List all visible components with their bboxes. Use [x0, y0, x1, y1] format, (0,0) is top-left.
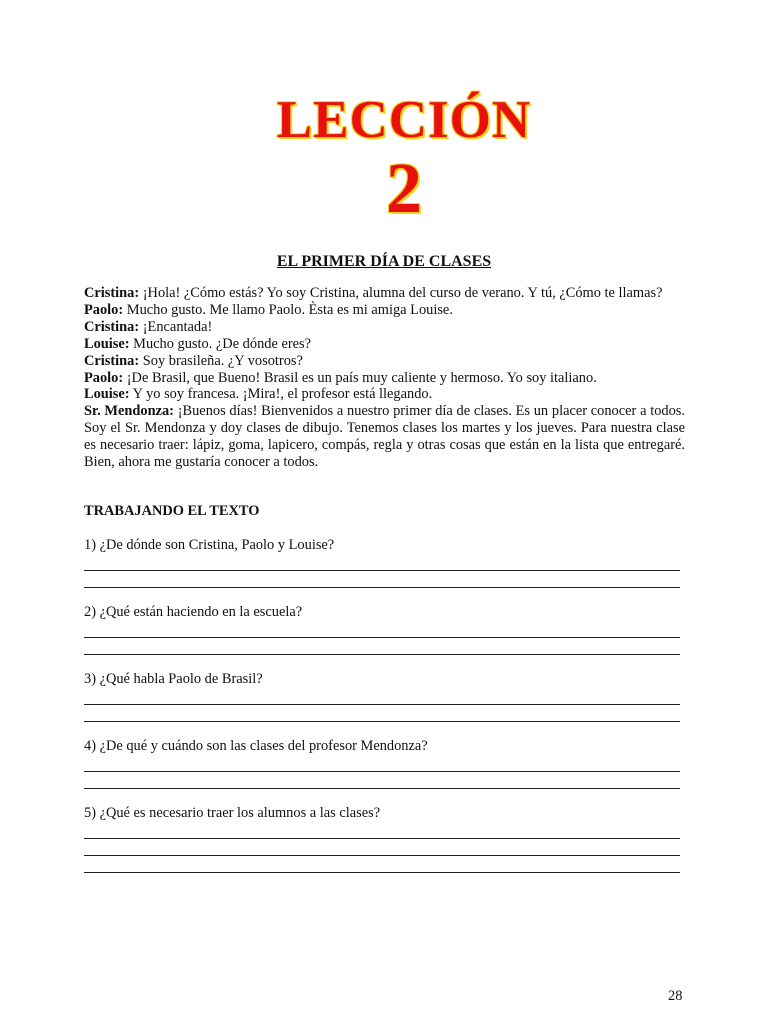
speaker-name: Paolo: — [84, 369, 124, 386]
exercise-title: TRABAJANDO EL TEXTO — [84, 503, 260, 519]
dialogue-line — [84, 302, 685, 319]
speaker-name: Cristina: — [84, 318, 140, 335]
question-text: 5) ¿Qué es necesario traer los alumnos a las clases? — [84, 805, 381, 821]
answer-line[interactable] — [84, 688, 680, 705]
question-text: 2) ¿Qué están haciendo en la escuela? — [84, 604, 303, 620]
answer-line[interactable] — [84, 638, 680, 655]
dialogue-line — [84, 285, 685, 302]
lesson-title: LECCIÓN — [276, 91, 532, 149]
question-block — [84, 738, 685, 789]
answer-line[interactable] — [84, 705, 680, 722]
question-block — [84, 537, 685, 588]
answer-line[interactable] — [84, 571, 680, 588]
speaker-name: Cristina: — [84, 285, 140, 301]
dialogue-text: Mucho gusto. ¿De dónde eres? — [129, 335, 312, 352]
dialogue-line — [84, 386, 685, 403]
page-number: 28 — [668, 988, 683, 1004]
dialogue-text: ¡De Brasil, que Bueno! Brasil es un país muy caliente y hermoso. Yo soy italiano. — [123, 369, 597, 386]
dialogue-line — [84, 353, 685, 370]
dialogue — [84, 285, 685, 471]
speaker-name: Paolo: — [84, 301, 124, 318]
dialogue-text: ¡Buenos días! Bienvenidos a nuestro primer día de clases. Es un placer conocer a todos. Soy el Sr. Mendonza y doy clases de dibujo. Tenemos clases los martes y los jueves. Para nuestra clase es necesario traer: lápiz, goma, lapicero, compás, regla y otras cosas que están en la lista que entregaré. Bien, ahora me gustaría conocer a todos. — [84, 403, 685, 471]
answer-line[interactable] — [84, 554, 680, 571]
answer-line[interactable] — [84, 839, 680, 856]
section-title: EL PRIMER DÍA DE CLASES — [276, 253, 492, 270]
question-text: 1) ¿De dónde son Cristina, Paolo y Louise? — [84, 537, 335, 553]
question-block — [84, 671, 685, 722]
speaker-name: Louise: — [84, 335, 130, 352]
speaker-name: Cristina: — [84, 352, 140, 369]
dialogue-line — [84, 370, 685, 387]
dialogue-text: Soy brasileña. ¿Y vosotros? — [139, 352, 303, 369]
question-block — [84, 805, 685, 873]
question-text: 3) ¿Qué habla Paolo de Brasil? — [84, 671, 263, 687]
question-text: 4) ¿De qué y cuándo son las clases del profesor Mendonza? — [84, 738, 428, 754]
question-block — [84, 604, 685, 655]
dialogue-text: Y yo soy francesa. ¡Mira!, el profesor está llegando. — [129, 386, 433, 403]
dialogue-text: Mucho gusto. Me llamo Paolo. Èsta es mi amiga Louise. — [123, 301, 453, 318]
answer-line[interactable] — [84, 772, 680, 789]
answer-line[interactable] — [84, 755, 680, 772]
answer-line[interactable] — [84, 856, 680, 873]
answer-line[interactable] — [84, 621, 680, 638]
dialogue-text: ¡Encantada! — [139, 318, 213, 335]
dialogue-text: ¡Hola! ¿Cómo estás? Yo soy Cristina, alumna del curso de verano. Y tú, ¿Cómo te llamas? — [139, 285, 663, 301]
dialogue-line — [84, 403, 685, 471]
speaker-name: Sr. Mendonza: — [84, 403, 174, 420]
answer-line[interactable] — [84, 822, 680, 839]
dialogue-line — [84, 319, 685, 336]
speaker-name: Louise: — [84, 386, 130, 403]
dialogue-line — [84, 336, 685, 353]
lesson-number: 2 — [386, 148, 422, 228]
